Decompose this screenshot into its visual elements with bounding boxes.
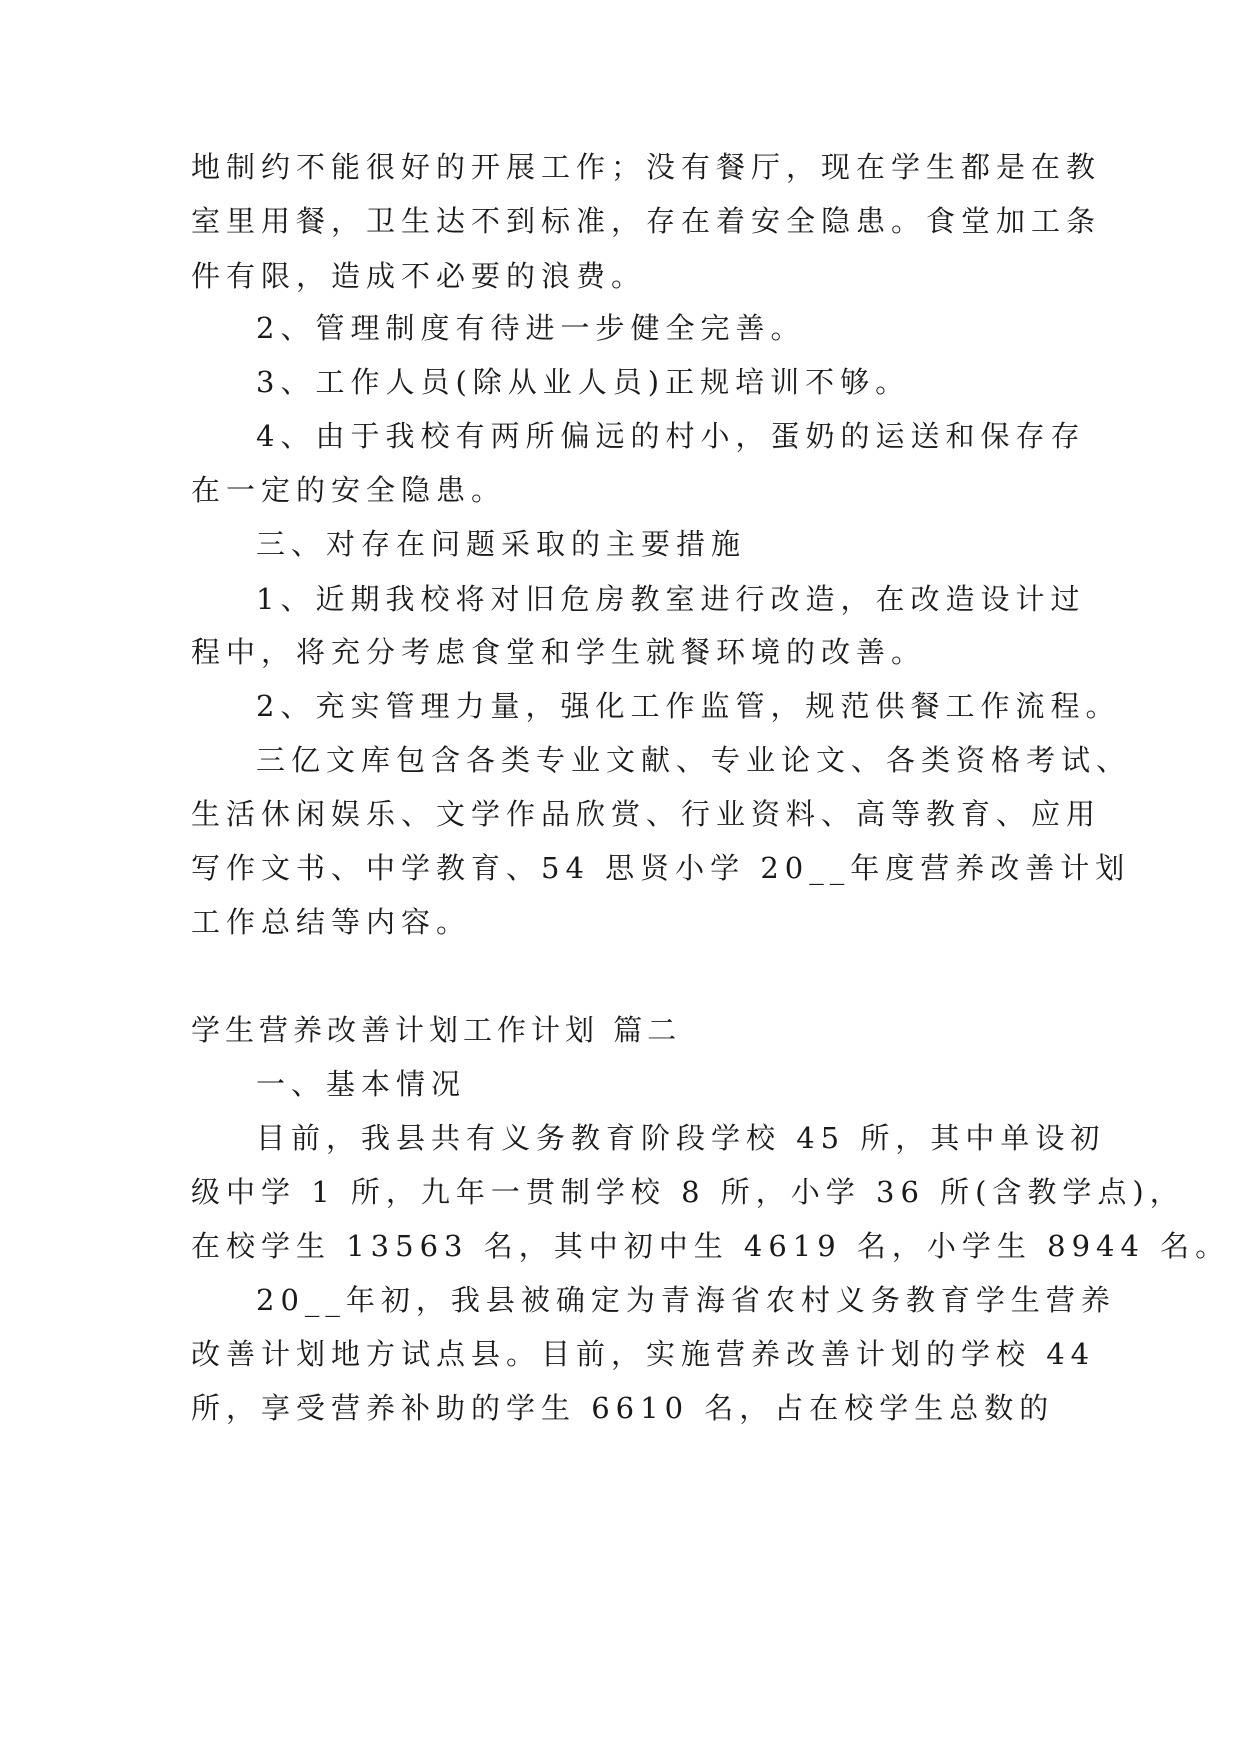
section-heading: 三、对存在问题采取的主要措施 xyxy=(256,527,747,561)
paragraph-line: 2、管理制度有待进一步健全完善。 xyxy=(256,311,806,345)
paragraph-line: 写作文书、中学教育、54 思贤小学 20__年度营养改善计划 xyxy=(191,851,1131,885)
paragraph-line: 2、充实管理力量，强化工作监管，规范供餐工作流程。 xyxy=(256,689,1121,723)
paragraph-line: 3、工作人员(除从业人员)正规培训不够。 xyxy=(256,365,911,399)
paragraph-line: 1、近期我校将对旧危房教室进行改造，在改造设计过 xyxy=(256,582,1086,616)
paragraph-line: 级中学 1 所，九年一贯制学校 8 所，小学 36 所(含教学点)， xyxy=(191,1175,1185,1209)
paragraph-line: 在校学生 13563 名，其中初中生 4619 名，小学生 8944 名。 xyxy=(191,1229,1231,1263)
paragraph-line: 件有限，造成不必要的浪费。 xyxy=(191,259,647,293)
paragraph-line: 室里用餐，卫生达不到标准，存在着安全隐患。食堂加工条 xyxy=(191,204,1102,238)
paragraph-line: 在一定的安全隐患。 xyxy=(191,473,507,507)
paragraph-line: 20__年初，我县被确定为青海省农村义务教育学生营养 xyxy=(256,1283,1116,1317)
paragraph-line: 所，享受营养补助的学生 6610 名，占在校学生总数的 xyxy=(191,1391,1055,1425)
article-title: 学生营养改善计划工作计划 篇二 xyxy=(191,1013,682,1047)
paragraph-line: 目前，我县共有义务教育阶段学校 45 所，其中单设初 xyxy=(256,1121,1106,1155)
paragraph-line: 改善计划地方试点县。目前，实施营养改善计划的学校 44 xyxy=(191,1337,1096,1371)
paragraph-line: 生活休闲娱乐、文学作品欣赏、行业资料、高等教育、应用 xyxy=(191,797,1102,831)
paragraph-line: 4、由于我校有两所偏远的村小，蛋奶的运送和保存存 xyxy=(256,419,1086,453)
paragraph-line: 三亿文库包含各类专业文献、专业论文、各类资格考试、 xyxy=(256,743,1132,777)
paragraph-line: 地制约不能很好的开展工作；没有餐厅，现在学生都是在教 xyxy=(191,150,1102,184)
paragraph-line: 工作总结等内容。 xyxy=(191,905,472,939)
paragraph-line: 程中，将充分考虑食堂和学生就餐环境的改善。 xyxy=(191,635,927,669)
section-heading: 一、基本情况 xyxy=(256,1067,467,1101)
